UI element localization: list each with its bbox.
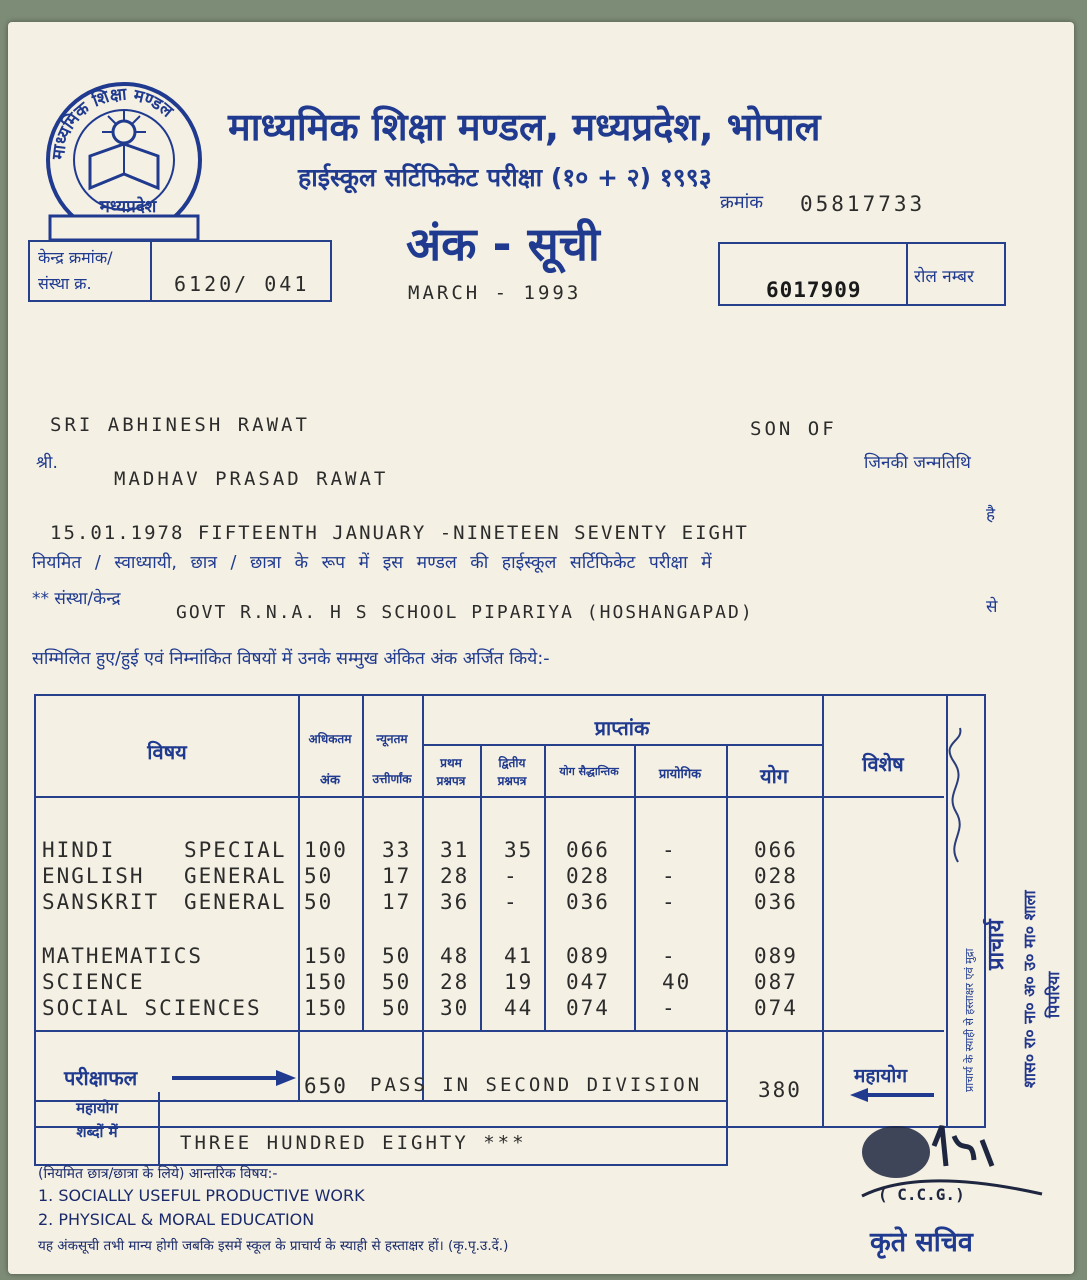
centre-box (28, 240, 332, 302)
table-row-subject: HINDI (42, 838, 116, 862)
table-cell-total: 074 (754, 996, 798, 1020)
side-note: प्राचार्य के स्याही से हस्ताक्षर एवं मुद्रा (963, 948, 976, 1092)
father-name: MADHAV PRASAD RAWAT (114, 468, 389, 490)
table-row-subject-type: GENERAL (184, 890, 287, 914)
table-cell-p1: 28 (440, 864, 470, 888)
centre-label-line2: संस्था क्र. (38, 274, 92, 293)
header-theory-total: योग सैद्धान्तिक (559, 765, 619, 778)
table-cell-p2: 41 (504, 944, 534, 968)
internal-subject-1: 1. SOCIALLY USEFUL PRODUCTIVE WORK (38, 1186, 365, 1205)
table-cell-p2: - (504, 864, 519, 888)
table-cell-p2: 19 (504, 970, 534, 994)
result-label: परीक्षाफल (64, 1066, 138, 1090)
table-cell-total: 036 (754, 890, 798, 914)
logo-banner-text: मध्यप्रदेश (99, 197, 157, 217)
table-cell-p1: 30 (440, 996, 470, 1020)
centre-number: 6120/ 041 (174, 272, 310, 296)
table-cell-theory: 047 (566, 970, 610, 994)
header-max-line2: अंक (320, 773, 340, 788)
secretary-stamp (842, 1116, 1062, 1226)
header-practical: प्रायोगिक (658, 767, 702, 782)
grand-total-words: THREE HUNDRED EIGHTY *** (180, 1132, 527, 1154)
result-arrow-icon (172, 1070, 296, 1086)
header-max-line1: अधिकतम (308, 732, 352, 746)
grand-total-arrow-icon (850, 1088, 934, 1102)
table-row-subject: SANSKRIT (42, 890, 160, 914)
table-cell-min: 33 (382, 838, 412, 862)
table-cell-p1: 36 (440, 890, 470, 914)
table-cell-min: 17 (382, 864, 412, 888)
table-cell-total: 089 (754, 944, 798, 968)
table-row-subject-type: SPECIAL (184, 838, 287, 862)
document-title: अंक - सूची (406, 217, 600, 271)
table-cell-p1: 48 (440, 944, 470, 968)
words-label-line2: शब्दों में (76, 1123, 118, 1141)
table-cell-min: 50 (382, 996, 412, 1020)
table-cell-theory: 089 (566, 944, 610, 968)
table-row-subject: MATHEMATICS (42, 944, 204, 968)
date-of-birth: 15.01.1978 FIFTEENTH JANUARY -NINETEEN SEVENTY EIGHT (50, 522, 749, 544)
header-paper1-line1: प्रथम (440, 756, 462, 770)
table-cell-min: 50 (382, 944, 412, 968)
table-cell-max: 100 (304, 838, 348, 862)
roll-number-box (718, 242, 1006, 306)
table-cell-max: 50 (304, 864, 334, 888)
institution-name: GOVT R.N.A. H S SCHOOL PIPARIYA (HOSHANGAPAD) (176, 602, 754, 623)
table-cell-max: 150 (304, 996, 348, 1020)
table-cell-practical: - (662, 944, 677, 968)
result-text: PASS IN SECOND DIVISION (370, 1074, 703, 1096)
logo-arc-text: माध्यमिक शिक्षा मण्डल (48, 84, 177, 161)
grand-total-label: महायोग (854, 1065, 908, 1087)
header-special: विशेष (862, 752, 904, 776)
grand-total: 380 (758, 1078, 802, 1102)
table-cell-theory: 074 (566, 996, 610, 1020)
exam-name: हाईस्कूल सर्टिफिकेट परीक्षा (१० + २) १९९३ (298, 163, 712, 192)
serial-number: 05817733 (800, 192, 926, 216)
regular-candidate-line: नियमित / स्वाध्यायी, छात्र / छात्रा के रूप में इस मण्डल की हाईस्कूल सर्टिफिकेट परीक्षा में (32, 553, 712, 573)
marks-table (34, 694, 948, 1128)
words-label-line1: महायोग (76, 1099, 118, 1117)
table-cell-practical: - (662, 864, 677, 888)
exam-session: MARCH - 1993 (408, 282, 582, 304)
statement-line: सम्मिलित हुए/हुई एवं निम्नांकित विषयों में उनके सम्मुख अंकित अंक अर्जित किये:- (32, 649, 550, 669)
table-cell-total: 087 (754, 970, 798, 994)
marksheet (8, 22, 1074, 1274)
principal-signature (938, 722, 978, 872)
centre-label-line1: केन्द्र क्रमांक/ (38, 248, 113, 267)
table-cell-p1: 31 (440, 838, 470, 862)
table-cell-practical: - (662, 838, 677, 862)
table-cell-theory: 066 (566, 838, 610, 862)
shri-label: श्री. (36, 453, 58, 473)
table-cell-p2: 44 (504, 996, 534, 1020)
header-subject: विषय (147, 740, 187, 764)
header-paper2-line2: प्रश्नपत्र (497, 774, 527, 788)
board-name: माध्यमिक शिक्षा मण्डल, मध्यप्रदेश, भोपाल (228, 105, 821, 149)
institution-label: ** संस्था/केन्द्र (32, 589, 121, 609)
header-min-line2: उत्तीर्णांक (372, 772, 412, 786)
max-total: 650 (304, 1074, 348, 1098)
table-cell-practical: - (662, 996, 677, 1020)
header-min-line1: न्यूनतम (376, 732, 408, 746)
table-cell-practical: 40 (662, 970, 692, 994)
student-name: SRI ABHINESH RAWAT (50, 414, 310, 436)
internal-subjects-label: (नियमित छात्र/छात्रा के लिये) आन्तरिक विषय:- (38, 1166, 278, 1182)
se-label: से (986, 597, 998, 617)
header-paper1-line2: प्रश्नपत्र (436, 774, 466, 788)
son-of-label: SON OF (750, 418, 837, 440)
hai-label: है (986, 505, 996, 525)
table-cell-p1: 28 (440, 970, 470, 994)
table-cell-max: 150 (304, 970, 348, 994)
roll-number-label: रोल नम्बर (914, 267, 974, 287)
table-row-subject-type: GENERAL (184, 864, 287, 888)
table-row-subject: ENGLISH (42, 864, 145, 888)
table-cell-p2: 35 (504, 838, 534, 862)
roll-number: 6017909 (766, 278, 862, 302)
table-row-subject: SCIENCE (42, 970, 145, 994)
table-cell-total: 066 (754, 838, 798, 862)
table-cell-theory: 028 (566, 864, 610, 888)
principal-place: पिपरिया (1044, 971, 1063, 1018)
principal-school: शास० रा० ना० अ० उ० मा० शाला (1020, 890, 1039, 1088)
table-cell-max: 50 (304, 890, 334, 914)
svg-text:( C.C.G.): ( C.C.G.) (878, 1185, 965, 1204)
principal-title: प्राचार्य (984, 919, 1009, 970)
header-paper2-line1: द्वितीय (498, 756, 526, 770)
dob-label: जिनकी जन्मतिथि (864, 453, 971, 473)
words-row (34, 1092, 728, 1166)
table-row-subject: SOCIAL SCIENCES (42, 996, 262, 1020)
table-cell-p2: - (504, 890, 519, 914)
table-cell-max: 150 (304, 944, 348, 968)
serial-label: क्रमांक (720, 192, 764, 213)
validity-note: यह अंकसूची तभी मान्य होगी जबकि इसमें स्कूल के प्राचार्य के स्याही से हस्ताक्षर हों। (कृ.पृ.उ.दें.) (38, 1238, 509, 1254)
table-cell-total: 028 (754, 864, 798, 888)
table-cell-practical: - (662, 890, 677, 914)
table-cell-min: 17 (382, 890, 412, 914)
table-cell-min: 50 (382, 970, 412, 994)
secretary-signature-label: कृते सचिव (870, 1227, 973, 1258)
table-cell-theory: 036 (566, 890, 610, 914)
header-obtained: प्राप्तांक (594, 716, 650, 740)
internal-subject-2: 2. PHYSICAL & MORAL EDUCATION (38, 1210, 315, 1229)
header-total: योग (759, 764, 789, 788)
